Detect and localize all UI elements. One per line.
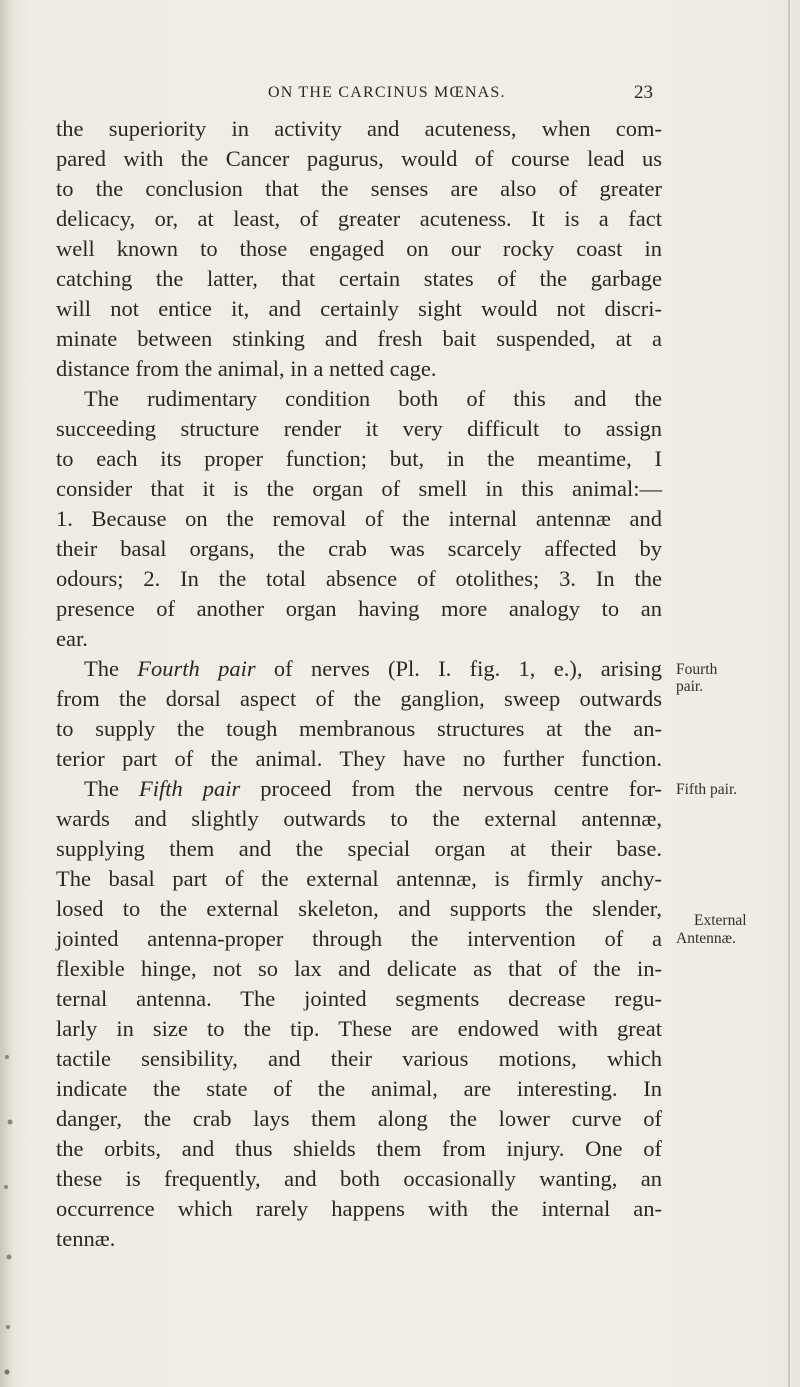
text-line: tactile sensibility, and their various motions, which bbox=[56, 1046, 662, 1071]
text-line: presence of another organ having more analogy to an bbox=[56, 596, 662, 621]
fourth-pair-term: Fourth pair bbox=[137, 656, 256, 681]
text-line: well known to those engaged on our rocky coast in bbox=[56, 236, 662, 261]
text-line: to each its proper function; but, in the meantime, I bbox=[56, 446, 662, 471]
text-line: losed to the external skeleton, and supports the slender, bbox=[56, 896, 662, 921]
running-title: ON THE CARCINUS MŒNAS. bbox=[268, 84, 506, 101]
text-line: ternal antenna. The jointed segments decrease regu- bbox=[56, 986, 662, 1011]
text-line: delicacy, or, at least, of greater acuteness. It is a fact bbox=[56, 206, 662, 231]
text-line: larly in size to the tip. These are endowed with great bbox=[56, 1016, 662, 1041]
text-line: succeeding structure render it very difficult to assign bbox=[56, 416, 662, 441]
text-line: indicate the state of the animal, are interesting. In bbox=[56, 1076, 662, 1101]
text-line: will not entice it, and certainly sight would not discri- bbox=[56, 296, 662, 321]
fourth-pair-first-line bbox=[84, 654, 662, 684]
text-line: the superiority in activity and acuteness, when com- bbox=[56, 116, 662, 141]
text-line: wards and slightly outwards to the external antennæ, bbox=[56, 806, 662, 831]
margin-note-fourth: Fourth bbox=[676, 661, 718, 678]
text-line: tennæ. bbox=[56, 1226, 116, 1251]
text-line: ear. bbox=[56, 626, 88, 651]
text-line: their basal organs, the crab was scarcely affected by bbox=[56, 536, 662, 561]
text-run: The bbox=[84, 776, 139, 801]
margin-note-antennae: Antennæ. bbox=[676, 930, 736, 947]
text-line: these is frequently, and both occasionally wanting, an bbox=[56, 1166, 662, 1191]
text-line: distance from the animal, in a netted cage. bbox=[56, 356, 437, 381]
text-line: occurrence which rarely happens with the internal an- bbox=[56, 1196, 662, 1221]
text-line: the orbits, and thus shields them from injury. One of bbox=[56, 1136, 662, 1161]
margin-note-fifth-pair: Fifth pair. bbox=[676, 781, 738, 798]
text-line: The basal part of the external antennæ, is firmly anchy- bbox=[56, 866, 662, 891]
margin-note-external: External bbox=[694, 912, 747, 929]
text-line: danger, the crab lays them along the lower curve of bbox=[56, 1106, 662, 1131]
page-edge-rule bbox=[788, 0, 790, 1387]
text-run: proceed from the nervous centre for- bbox=[240, 776, 662, 801]
page-edge-specks bbox=[0, 1027, 20, 1387]
text-line: flexible hinge, not so lax and delicate as that of the in- bbox=[56, 956, 662, 981]
text-line: minate between stinking and fresh bait suspended, at a bbox=[56, 326, 662, 351]
text-line: The rudimentary condition both of this and the bbox=[84, 386, 662, 411]
text-line: to supply the tough membranous structures at the an- bbox=[56, 716, 662, 741]
text-line: jointed antenna-proper through the intervention of a bbox=[56, 926, 662, 951]
text-run: The bbox=[84, 656, 138, 681]
running-head bbox=[0, 82, 800, 106]
margin-note-pair: pair. bbox=[676, 678, 704, 695]
text-line: catching the latter, that certain states of the garbage bbox=[56, 266, 662, 291]
text-run: of nerves (Pl. I. fig. 1, e.), arising bbox=[255, 656, 663, 681]
text-line: to the conclusion that the senses are also of greater bbox=[56, 176, 662, 201]
fifth-pair-term: Fifth pair bbox=[138, 776, 241, 801]
text-line: supplying them and the special organ at their base. bbox=[56, 836, 662, 861]
text-line: consider that it is the organ of smell in this animal:— bbox=[56, 476, 662, 501]
fifth-pair-first-line bbox=[84, 774, 662, 804]
text-line: odours; 2. In the total absence of otolithes; 3. In the bbox=[56, 566, 662, 591]
page-number: 23 bbox=[634, 82, 653, 103]
text-line: from the dorsal aspect of the ganglion, sweep outwards bbox=[56, 686, 662, 711]
text-line: terior part of the animal. They have no further function. bbox=[56, 746, 662, 771]
text-line: 1. Because on the removal of the internal antennæ and bbox=[56, 506, 662, 531]
text-line: pared with the Cancer pagurus, would of course lead us bbox=[56, 146, 662, 171]
